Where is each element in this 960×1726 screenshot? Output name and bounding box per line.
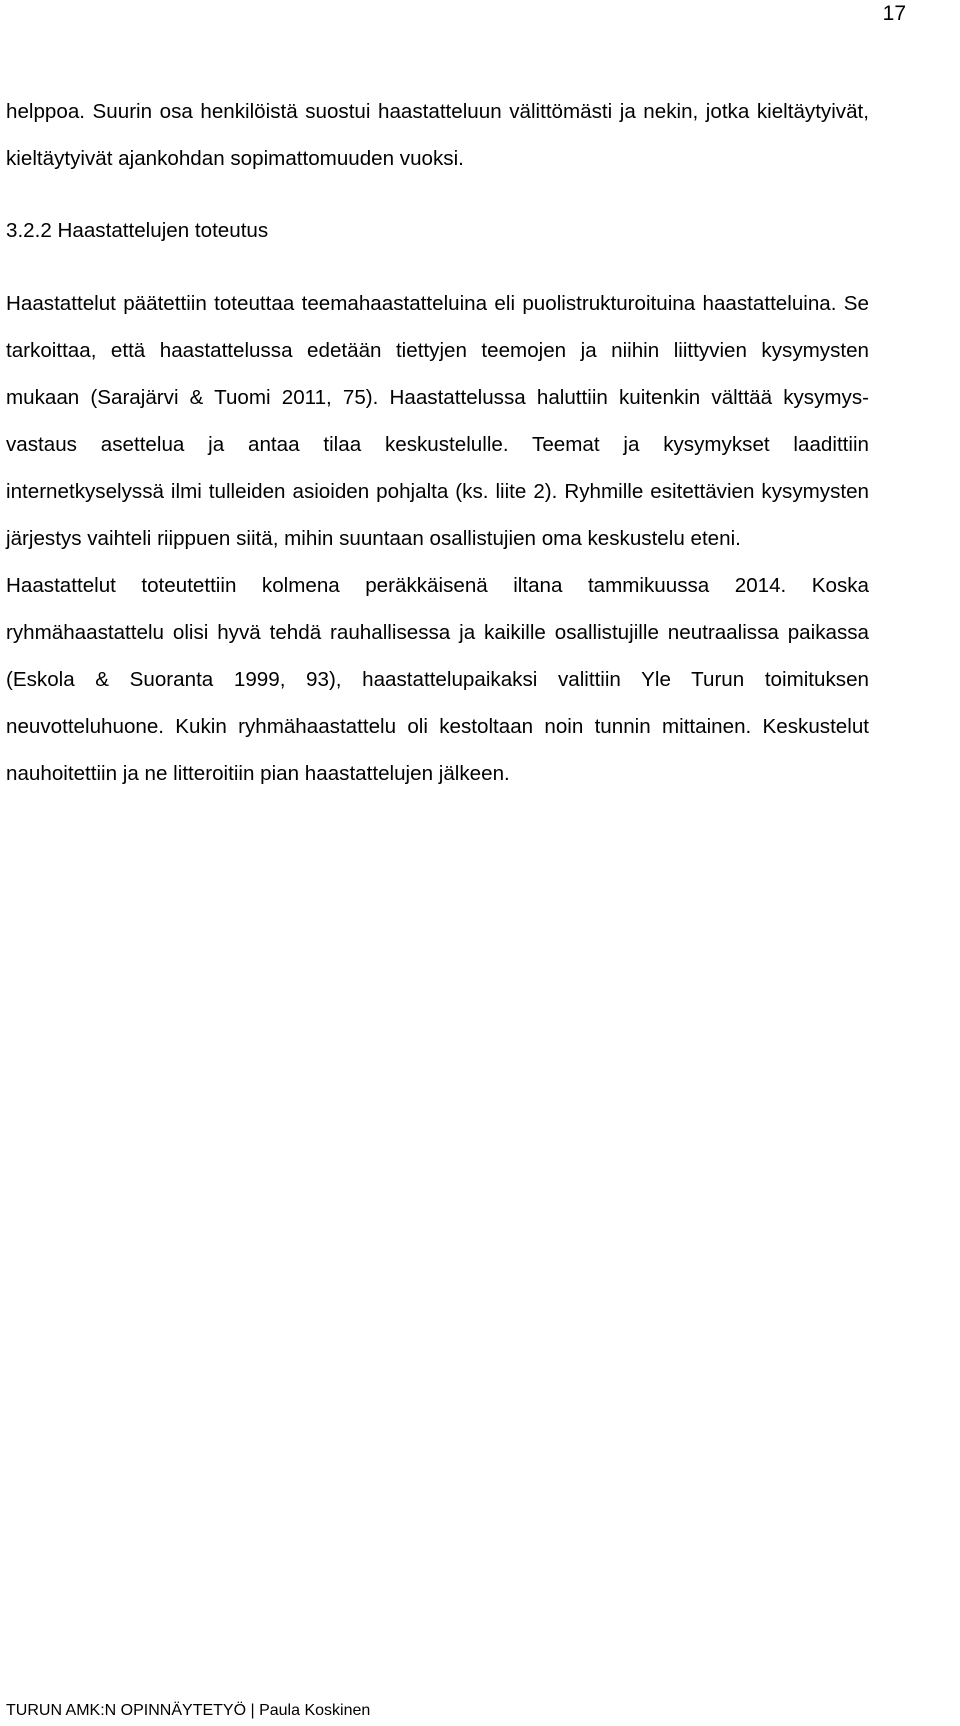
section-heading: 3.2.2 Haastattelujen toteutus	[6, 219, 269, 242]
paragraph-execution: Haastattelut toteutettiin kolmena peräkkäisenä iltana tammikuussa 2014. Koska ryhmähaastattelu olisi hyvä tehdä rauhallisessa ja kaikille osallistujille neutraalissa paikassa (Eskola & Suoranta 1999, 93), haastattelupaikaksi valittiin Yle Turun toimituksen neuvotteluhuone. Kukin ryhmähaastattelu oli kestoltaan noin tunnin mittainen. Keskustelut nauhoitettiin ja ne litteroitiin pian haastattelujen jälkeen.	[6, 574, 869, 785]
paragraph-intro: helppoa. Suurin osa henkilöistä suostui haastatteluun välittömästi ja nekin, jotka kieltäytyivät, kieltäytyivät ajankohdan sopimattomuuden vuoksi.	[6, 100, 869, 170]
page-number: 17	[882, 2, 906, 25]
document-body	[6, 88, 869, 797]
paragraph-method: Haastattelut päätettiin toteuttaa teemahaastatteluina eli puolistrukturoituina haastatteluina. Se tarkoittaa, että haastattelussa edetään tiettyjen teemojen ja niihin liittyvien kysymysten mukaan (Sarajärvi & Tuomi 2011, 75). Haastattelussa haluttiin kuitenkin välttää kysymys-vastaus asettelua ja antaa tilaa keskustelulle. Teemat ja kysymykset laadittiin internetkyselyssä ilmi tulleiden asioiden pohjalta (ks. liite 2). Ryhmille esitettävien kysymysten järjestys vaihteli riippuen siitä, mihin suuntaan osallistujien oma keskustelu eteni.	[6, 292, 869, 550]
page-footer: TURUN AMK:N OPINNÄYTETYÖ | Paula Koskinen	[6, 1702, 371, 1719]
